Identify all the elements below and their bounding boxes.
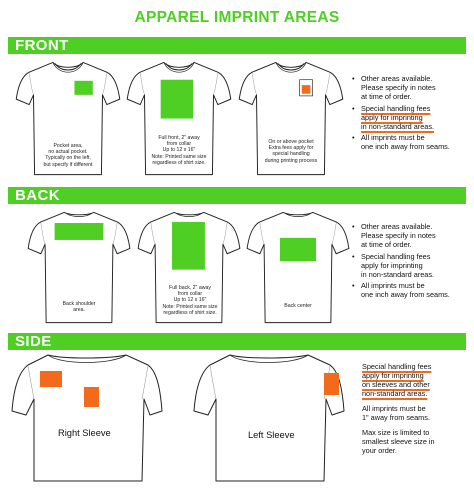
side-panel-imprint-area: [40, 371, 62, 387]
page-title: APPAREL IMPRINT AREAS: [134, 9, 340, 26]
side-section-header: [8, 333, 466, 350]
left-sleeve-label: Left Sleeve: [248, 430, 295, 440]
pocket-imprint-area: [74, 81, 92, 95]
back-notes: [352, 222, 468, 302]
left-sleeve-shirt: [190, 349, 350, 489]
tshirt-side-icon: [190, 349, 350, 489]
back-section-header: [8, 187, 466, 204]
front-notes: [352, 74, 468, 154]
front-note-other-areas: • Other areas available. Please specify in notes at time of order.: [352, 74, 468, 101]
full-back-caption: Full back, 2" away from collar Up to 12 x 16" Note: Printed same size regardless of shirt size.: [162, 285, 218, 316]
front-section-header: [8, 37, 466, 54]
full-back-imprint-area: [172, 222, 205, 270]
back-shoulder-imprint-area: [55, 223, 104, 240]
back-section-label: BACK: [15, 187, 60, 204]
side-note-max-size: Max size is limited to smallest sleeve size in your order.: [362, 428, 435, 455]
full-front-imprint-area: [161, 80, 193, 119]
back-note-seams: • All imprints must be one inch away from seams.: [352, 281, 468, 299]
back-center-shirt: [245, 206, 351, 328]
back-center-imprint-area: [280, 238, 316, 261]
left-sleeve-imprint-area: [324, 373, 339, 395]
full-front-caption: Full front, 2" away from collar Up to 12 x 16" Note: Printed same size regardless of shirt size.: [151, 135, 207, 166]
front-note-seams: • All imprints must be one inch away from seams.: [352, 133, 468, 151]
side-notes: [362, 362, 470, 461]
right-sleeve-imprint-area: [84, 387, 99, 407]
side-note-seams: All imprints must be 1" away from seams.: [362, 404, 430, 422]
front-note-special-fees: • Special handling fees apply for imprinting in non-standard areas.: [352, 104, 468, 131]
front-pocket-caption: Pocket area, no actual pocket. Typically on the left, but specify if different: [43, 143, 93, 168]
side-section-label: SIDE: [15, 333, 52, 350]
back-shoulder-caption: Back shoulder area.: [62, 301, 96, 314]
on-pocket-imprint-area: [302, 85, 311, 94]
tshirt-back-icon: [245, 206, 351, 328]
tshirt-side-icon: [8, 349, 168, 489]
back-note-special-fees: • Special handling fees apply for imprinting in non-standard areas.: [352, 252, 468, 279]
on-pocket-caption: On or above pocket Extra fees apply for special handling during printing process: [264, 139, 318, 164]
back-note-other-areas: • Other areas available. Please specify in notes at time of order.: [352, 222, 468, 249]
side-note-special-fees: Special handling fees apply for imprinting on sleeves and other non-standard areas.: [362, 362, 432, 398]
right-sleeve-shirt: [8, 349, 168, 489]
right-sleeve-label: Right Sleeve: [58, 428, 111, 438]
front-section-label: FRONT: [15, 37, 69, 54]
back-center-caption: Back center: [284, 303, 312, 309]
